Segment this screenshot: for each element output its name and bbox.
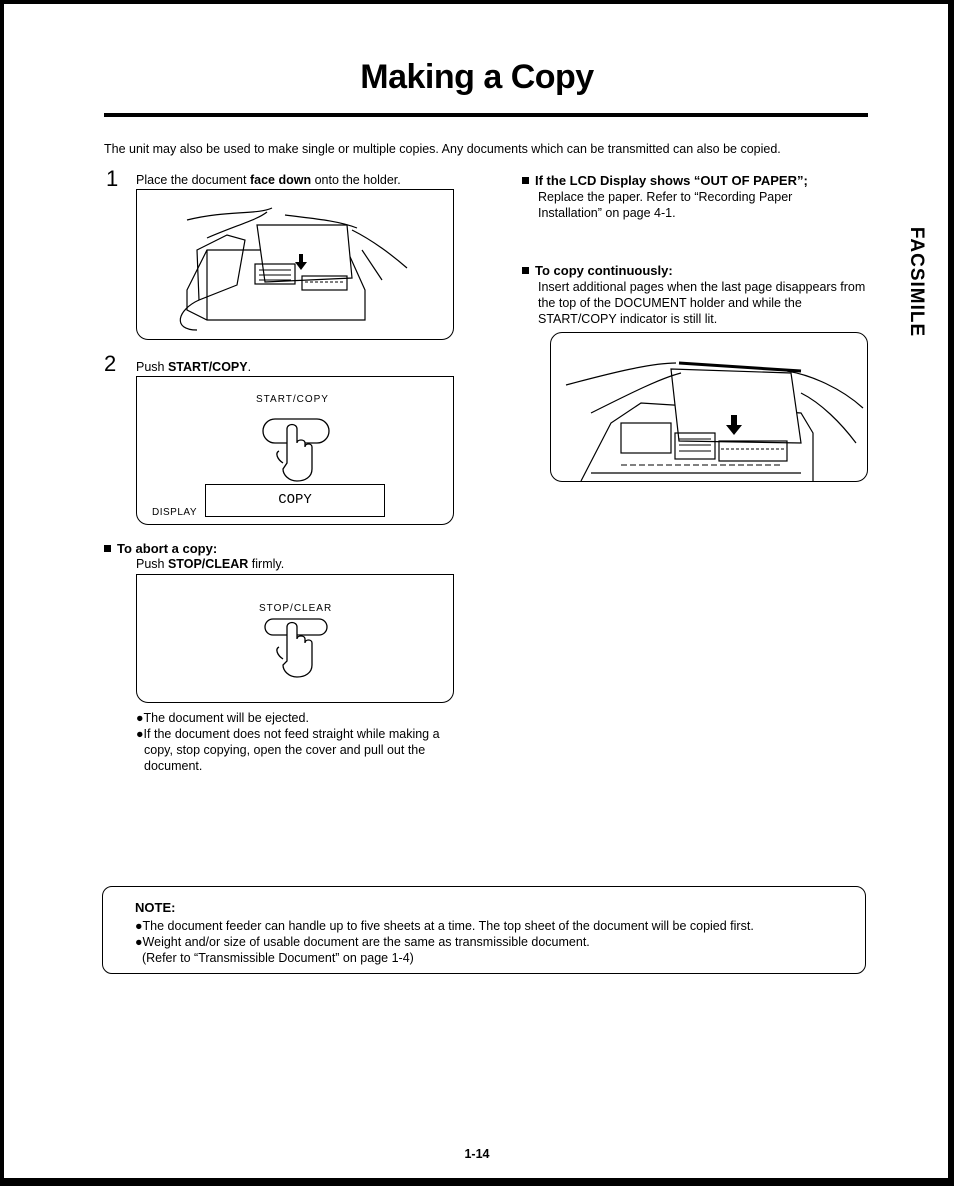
step-1-text xyxy=(136,173,401,187)
step-2-text-bold: START/COPY xyxy=(167,360,248,374)
step-1-text-a: Place the document xyxy=(136,173,250,187)
note-title: NOTE: xyxy=(135,900,176,915)
bullet-square-icon xyxy=(522,267,529,274)
display-label: DISPLAY xyxy=(152,507,197,518)
note-line: ●Weight and/or size of usable document are the same as transmissible document. xyxy=(135,935,590,949)
fax-document-illustration xyxy=(136,189,454,340)
continuous-copy-illustration xyxy=(550,332,868,482)
page-title: Making a Copy xyxy=(360,58,594,96)
fax-machine-drawing xyxy=(137,190,453,339)
page-number: 1-14 xyxy=(464,1147,490,1161)
out-of-paper-heading-text: If the LCD Display shows “OUT OF PAPER”; xyxy=(535,173,808,188)
continuous-heading xyxy=(522,263,673,278)
note-line: ●The document feeder can handle up to five sheets at a time. The top sheet of the document will be copied first. xyxy=(135,919,754,933)
note-box xyxy=(102,886,866,974)
note-body xyxy=(135,918,754,966)
title-rule xyxy=(104,113,868,117)
continuous-heading-text: To copy continuously: xyxy=(535,263,673,278)
stop-clear-button-label: STOP/CLEAR xyxy=(259,603,333,614)
step-2-text-a: Push xyxy=(136,360,168,374)
abort-text-a: Push xyxy=(136,557,168,571)
start-copy-illustration xyxy=(136,376,454,525)
section-tab-label: FACSIMILE xyxy=(906,226,927,338)
step-2-number: 2 xyxy=(104,351,117,376)
step-1-number: 1 xyxy=(106,166,119,191)
abort-bullet: ●If the document does not feed straight while making a copy, stop copying, open the cover and pull out the document. xyxy=(136,727,440,773)
lcd-display: COPY xyxy=(205,484,385,517)
abort-bullet-list xyxy=(136,710,466,774)
bullet-square-icon xyxy=(522,177,529,184)
out-of-paper-text: Replace the paper. Refer to “Recording Paper Installation” on page 4-1. xyxy=(538,190,793,220)
intro-text: The unit may also be used to make single or multiple copies. Any documents which can be transmitted can also be copied. xyxy=(104,142,781,156)
abort-heading-text: To abort a copy: xyxy=(117,541,218,556)
abort-text xyxy=(136,557,284,571)
step-1-text-bold: face down xyxy=(249,173,312,187)
out-of-paper-heading xyxy=(522,173,808,188)
step-2-text xyxy=(136,360,251,374)
bullet-square-icon xyxy=(104,545,111,552)
fax-top-view-drawing xyxy=(551,333,867,481)
step-2-text-c: . xyxy=(247,360,252,374)
abort-text-bold: STOP/CLEAR xyxy=(167,557,249,571)
stop-clear-button-drawing xyxy=(137,575,453,702)
abort-heading xyxy=(104,541,217,556)
note-line: (Refer to “Transmissible Document” on page 1-4) xyxy=(135,951,414,965)
stop-clear-illustration xyxy=(136,574,454,703)
continuous-text: Insert additional pages when the last page disappears from the top of the DOCUMENT holder and while the START/COPY indicator is still lit. xyxy=(538,280,866,326)
section-tab xyxy=(898,212,934,352)
abort-bullet: ●The document will be ejected. xyxy=(136,711,309,725)
step-1-text-c: onto the holder. xyxy=(311,173,401,187)
start-copy-button-label: START/COPY xyxy=(256,394,329,405)
abort-text-c: firmly. xyxy=(248,557,285,571)
